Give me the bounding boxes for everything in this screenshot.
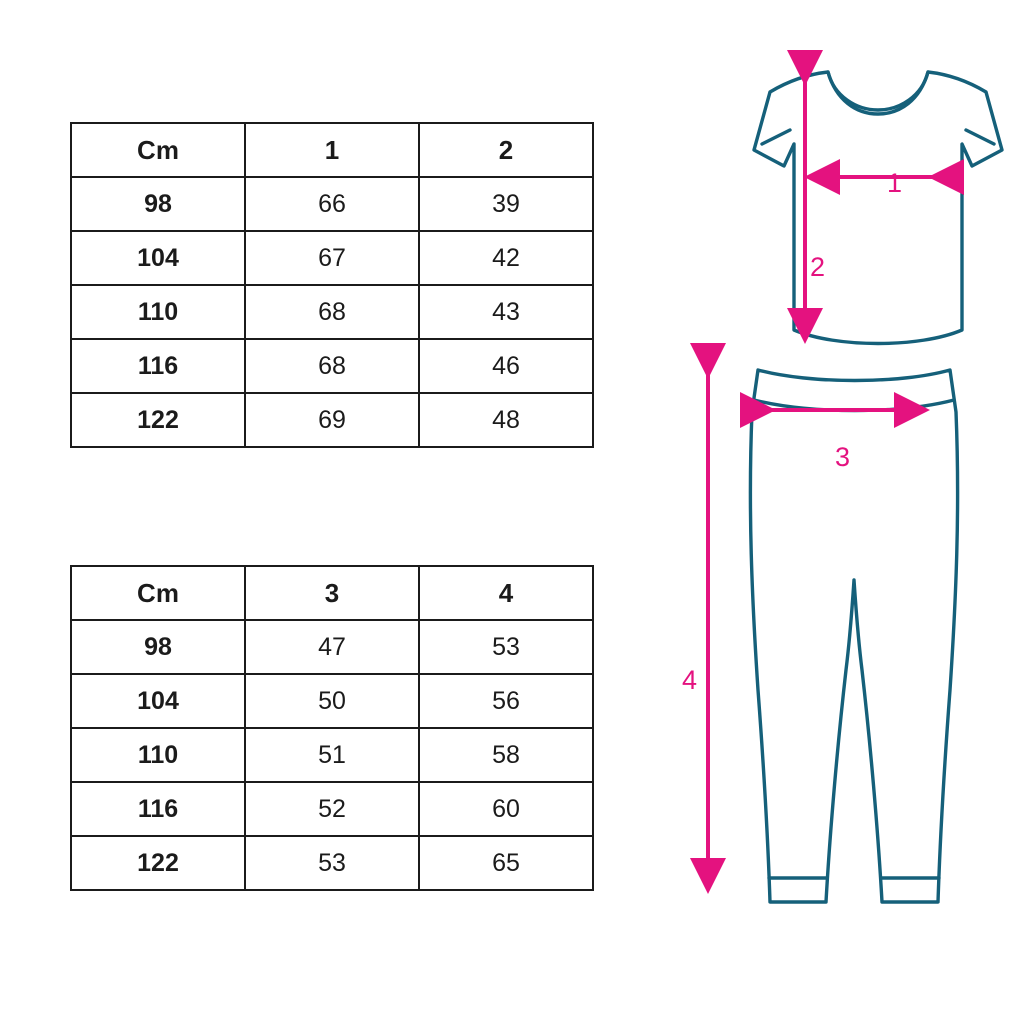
row-value-1: 68 (245, 339, 419, 393)
row-value-3: 47 (245, 620, 419, 674)
measure-arrows (708, 82, 932, 890)
row-size: 98 (71, 620, 245, 674)
garment-diagram (650, 40, 1010, 960)
row-value-2: 46 (419, 339, 593, 393)
row-value-1: 68 (245, 285, 419, 339)
row-size: 110 (71, 285, 245, 339)
row-value-3: 50 (245, 674, 419, 728)
row-value-4: 65 (419, 836, 593, 890)
row-value-4: 53 (419, 620, 593, 674)
row-size: 122 (71, 836, 245, 890)
row-value-4: 60 (419, 782, 593, 836)
column-header-cm: Cm (71, 566, 245, 620)
row-size: 122 (71, 393, 245, 447)
table-header-row (71, 123, 593, 177)
column-header-4: 4 (419, 566, 593, 620)
row-value-3: 52 (245, 782, 419, 836)
row-size: 98 (71, 177, 245, 231)
table-row (71, 285, 593, 339)
table-row (71, 728, 593, 782)
tshirt-outline (754, 72, 1002, 344)
row-value-3: 53 (245, 836, 419, 890)
row-size: 104 (71, 674, 245, 728)
table-header-row (71, 566, 593, 620)
column-header-2: 2 (419, 123, 593, 177)
row-value-1: 69 (245, 393, 419, 447)
upper-body-measurements-table (70, 122, 594, 448)
measure-label-1: 1 (887, 168, 903, 198)
row-size: 110 (71, 728, 245, 782)
row-value-4: 58 (419, 728, 593, 782)
table-row (71, 782, 593, 836)
table-row (71, 620, 593, 674)
row-value-2: 48 (419, 393, 593, 447)
row-value-4: 56 (419, 674, 593, 728)
row-value-3: 51 (245, 728, 419, 782)
row-value-2: 39 (419, 177, 593, 231)
column-header-cm: Cm (71, 123, 245, 177)
row-size: 104 (71, 231, 245, 285)
row-size: 116 (71, 782, 245, 836)
measure-label-4: 4 (682, 665, 698, 695)
row-value-1: 67 (245, 231, 419, 285)
table-row (71, 393, 593, 447)
row-size: 116 (71, 339, 245, 393)
lower-body-measurements-table (70, 565, 594, 891)
row-value-2: 42 (419, 231, 593, 285)
table-row (71, 231, 593, 285)
table-row (71, 836, 593, 890)
column-header-1: 1 (245, 123, 419, 177)
table-row (71, 339, 593, 393)
column-header-3: 3 (245, 566, 419, 620)
measure-label-3: 3 (835, 442, 851, 472)
table-row (71, 674, 593, 728)
row-value-1: 66 (245, 177, 419, 231)
measure-label-2: 2 (810, 252, 826, 282)
table-row (71, 177, 593, 231)
row-value-2: 43 (419, 285, 593, 339)
pants-outline (750, 370, 957, 902)
